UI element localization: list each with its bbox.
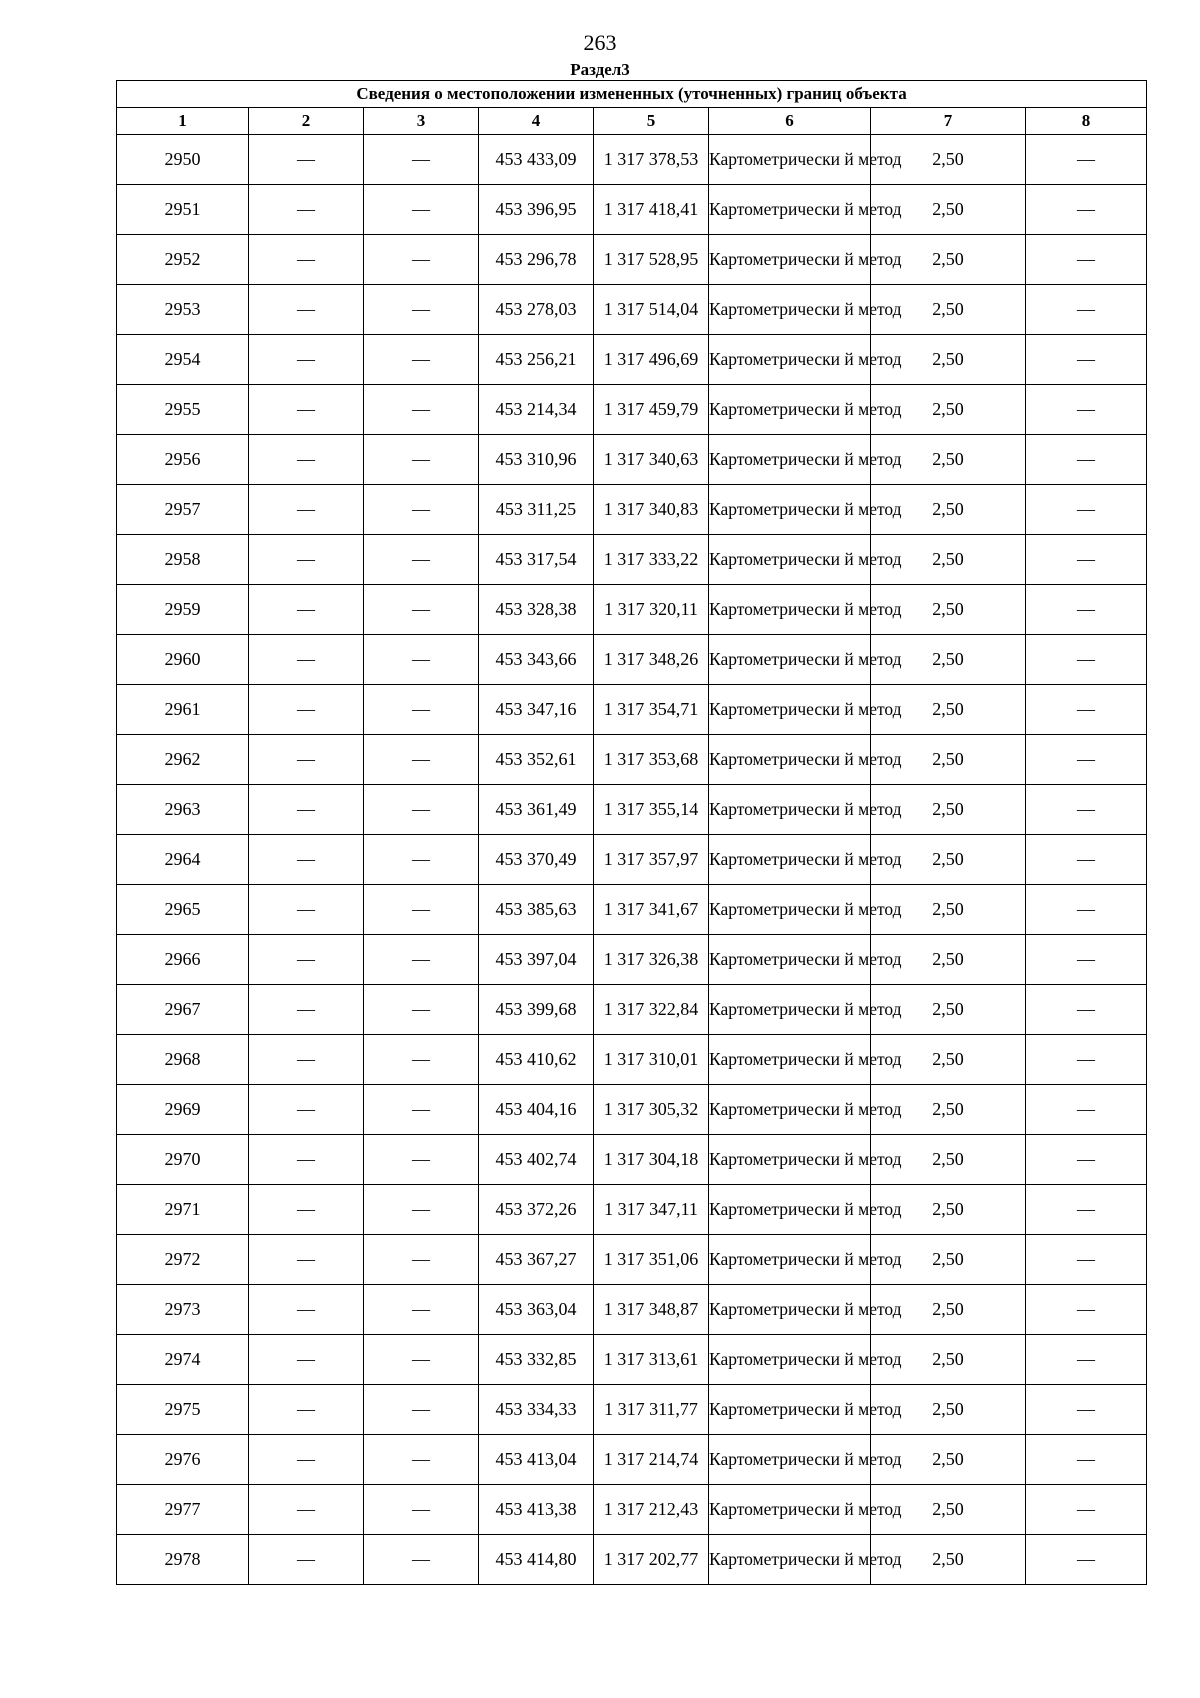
point-number-cell: 2966 <box>117 935 249 985</box>
x-coordinate-cell: 453 328,38 <box>479 585 594 635</box>
method-cell: Картометрически й метод <box>709 1235 871 1285</box>
col8-cell: — <box>1026 585 1147 635</box>
accuracy-cell: 2,50 <box>871 635 1026 685</box>
method-cell: Картометрически й метод <box>709 285 871 335</box>
col2-cell: — <box>249 285 364 335</box>
method-cell: Картометрически й метод <box>709 685 871 735</box>
accuracy-cell: 2,50 <box>871 1085 1026 1135</box>
method-cell: Картометрически й метод <box>709 735 871 785</box>
point-number-cell: 2978 <box>117 1535 249 1585</box>
method-cell: Картометрически й метод <box>709 785 871 835</box>
column-number-5: 5 <box>594 108 709 135</box>
x-coordinate-cell: 453 352,61 <box>479 735 594 785</box>
y-coordinate-cell: 1 317 496,69 <box>594 335 709 385</box>
table-row <box>117 1035 1147 1085</box>
table-row <box>117 585 1147 635</box>
col8-cell: — <box>1026 885 1147 935</box>
method-cell: Картометрически й метод <box>709 985 871 1035</box>
x-coordinate-cell: 453 296,78 <box>479 235 594 285</box>
col3-cell: — <box>364 1335 479 1385</box>
x-coordinate-cell: 453 404,16 <box>479 1085 594 1135</box>
method-cell: Картометрически й метод <box>709 1335 871 1385</box>
y-coordinate-cell: 1 317 528,95 <box>594 235 709 285</box>
col8-cell: — <box>1026 285 1147 335</box>
col3-cell: — <box>364 935 479 985</box>
point-number-cell: 2953 <box>117 285 249 335</box>
accuracy-cell: 2,50 <box>871 135 1026 185</box>
col3-cell: — <box>364 185 479 235</box>
column-number-1: 1 <box>117 108 249 135</box>
col3-cell: — <box>364 235 479 285</box>
accuracy-cell: 2,50 <box>871 535 1026 585</box>
col3-cell: — <box>364 1285 479 1335</box>
accuracy-cell: 2,50 <box>871 785 1026 835</box>
x-coordinate-cell: 453 397,04 <box>479 935 594 985</box>
y-coordinate-cell: 1 317 340,63 <box>594 435 709 485</box>
table-row <box>117 1085 1147 1135</box>
y-coordinate-cell: 1 317 304,18 <box>594 1135 709 1185</box>
x-coordinate-cell: 453 334,33 <box>479 1385 594 1435</box>
method-cell: Картометрически й метод <box>709 485 871 535</box>
col3-cell: — <box>364 985 479 1035</box>
col2-cell: — <box>249 785 364 835</box>
column-number-4: 4 <box>479 108 594 135</box>
y-coordinate-cell: 1 317 357,97 <box>594 835 709 885</box>
col8-cell: — <box>1026 1335 1147 1385</box>
point-number-cell: 2967 <box>117 985 249 1035</box>
col8-cell: — <box>1026 1285 1147 1335</box>
y-coordinate-cell: 1 317 341,67 <box>594 885 709 935</box>
y-coordinate-cell: 1 317 313,61 <box>594 1335 709 1385</box>
col8-cell: — <box>1026 385 1147 435</box>
x-coordinate-cell: 453 343,66 <box>479 635 594 685</box>
accuracy-cell: 2,50 <box>871 1335 1026 1385</box>
y-coordinate-cell: 1 317 348,87 <box>594 1285 709 1335</box>
col3-cell: — <box>364 1035 479 1085</box>
table-row <box>117 985 1147 1035</box>
col3-cell: — <box>364 1435 479 1485</box>
accuracy-cell: 2,50 <box>871 185 1026 235</box>
point-number-cell: 2960 <box>117 635 249 685</box>
accuracy-cell: 2,50 <box>871 985 1026 1035</box>
x-coordinate-cell: 453 402,74 <box>479 1135 594 1185</box>
x-coordinate-cell: 453 433,09 <box>479 135 594 185</box>
table-row <box>117 485 1147 535</box>
col2-cell: — <box>249 1235 364 1285</box>
col8-cell: — <box>1026 1135 1147 1185</box>
column-number-8: 8 <box>1026 108 1147 135</box>
col2-cell: — <box>249 935 364 985</box>
y-coordinate-cell: 1 317 305,32 <box>594 1085 709 1135</box>
table-row <box>117 635 1147 685</box>
y-coordinate-cell: 1 317 212,43 <box>594 1485 709 1535</box>
col8-cell: — <box>1026 1435 1147 1485</box>
x-coordinate-cell: 453 367,27 <box>479 1235 594 1285</box>
y-coordinate-cell: 1 317 310,01 <box>594 1035 709 1085</box>
x-coordinate-cell: 453 410,62 <box>479 1035 594 1085</box>
col8-cell: — <box>1026 185 1147 235</box>
col8-cell: — <box>1026 735 1147 785</box>
col2-cell: — <box>249 1335 364 1385</box>
col3-cell: — <box>364 685 479 735</box>
y-coordinate-cell: 1 317 214,74 <box>594 1435 709 1485</box>
point-number-cell: 2962 <box>117 735 249 785</box>
column-number-3: 3 <box>364 108 479 135</box>
x-coordinate-cell: 453 396,95 <box>479 185 594 235</box>
col2-cell: — <box>249 735 364 785</box>
point-number-cell: 2976 <box>117 1435 249 1485</box>
table-row <box>117 185 1147 235</box>
col8-cell: — <box>1026 685 1147 735</box>
accuracy-cell: 2,50 <box>871 485 1026 535</box>
col3-cell: — <box>364 1085 479 1135</box>
accuracy-cell: 2,50 <box>871 1485 1026 1535</box>
x-coordinate-cell: 453 413,38 <box>479 1485 594 1535</box>
col2-cell: — <box>249 1535 364 1585</box>
col2-cell: — <box>249 1485 364 1535</box>
y-coordinate-cell: 1 317 322,84 <box>594 985 709 1035</box>
method-cell: Картометрически й метод <box>709 335 871 385</box>
col8-cell: — <box>1026 1185 1147 1235</box>
col8-cell: — <box>1026 485 1147 535</box>
table-row <box>117 335 1147 385</box>
table-row <box>117 1235 1147 1285</box>
y-coordinate-cell: 1 317 320,11 <box>594 585 709 635</box>
col2-cell: — <box>249 835 364 885</box>
col8-cell: — <box>1026 935 1147 985</box>
x-coordinate-cell: 453 413,04 <box>479 1435 594 1485</box>
point-number-cell: 2965 <box>117 885 249 935</box>
accuracy-cell: 2,50 <box>871 835 1026 885</box>
col3-cell: — <box>364 635 479 685</box>
col3-cell: — <box>364 1385 479 1435</box>
accuracy-cell: 2,50 <box>871 585 1026 635</box>
col3-cell: — <box>364 1485 479 1535</box>
col3-cell: — <box>364 385 479 435</box>
accuracy-cell: 2,50 <box>871 1285 1026 1335</box>
accuracy-cell: 2,50 <box>871 335 1026 385</box>
point-number-cell: 2950 <box>117 135 249 185</box>
table-row <box>117 535 1147 585</box>
accuracy-cell: 2,50 <box>871 385 1026 435</box>
point-number-cell: 2963 <box>117 785 249 835</box>
table-row <box>117 1485 1147 1535</box>
accuracy-cell: 2,50 <box>871 285 1026 335</box>
col3-cell: — <box>364 1235 479 1285</box>
col3-cell: — <box>364 735 479 785</box>
accuracy-cell: 2,50 <box>871 685 1026 735</box>
table-row <box>117 1335 1147 1385</box>
table-row <box>117 935 1147 985</box>
col2-cell: — <box>249 1185 364 1235</box>
point-number-cell: 2973 <box>117 1285 249 1335</box>
y-coordinate-cell: 1 317 348,26 <box>594 635 709 685</box>
x-coordinate-cell: 453 310,96 <box>479 435 594 485</box>
column-number-7: 7 <box>871 108 1026 135</box>
method-cell: Картометрически й метод <box>709 835 871 885</box>
table-row <box>117 1135 1147 1185</box>
x-coordinate-cell: 453 372,26 <box>479 1185 594 1235</box>
col2-cell: — <box>249 1085 364 1135</box>
col3-cell: — <box>364 285 479 335</box>
col8-cell: — <box>1026 1485 1147 1535</box>
x-coordinate-cell: 453 317,54 <box>479 535 594 585</box>
col8-cell: — <box>1026 435 1147 485</box>
table-row <box>117 1435 1147 1485</box>
y-coordinate-cell: 1 317 347,11 <box>594 1185 709 1235</box>
point-number-cell: 2952 <box>117 235 249 285</box>
point-number-cell: 2959 <box>117 585 249 635</box>
method-cell: Картометрически й метод <box>709 1185 871 1235</box>
col3-cell: — <box>364 835 479 885</box>
col2-cell: — <box>249 1135 364 1185</box>
table-row <box>117 435 1147 485</box>
table-row <box>117 885 1147 935</box>
col2-cell: — <box>249 135 364 185</box>
col8-cell: — <box>1026 835 1147 885</box>
x-coordinate-cell: 453 278,03 <box>479 285 594 335</box>
x-coordinate-cell: 453 214,34 <box>479 385 594 435</box>
y-coordinate-cell: 1 317 326,38 <box>594 935 709 985</box>
col3-cell: — <box>364 885 479 935</box>
col8-cell: — <box>1026 535 1147 585</box>
col2-cell: — <box>249 985 364 1035</box>
col8-cell: — <box>1026 635 1147 685</box>
x-coordinate-cell: 453 311,25 <box>479 485 594 535</box>
point-number-cell: 2957 <box>117 485 249 535</box>
point-number-cell: 2958 <box>117 535 249 585</box>
col8-cell: — <box>1026 1085 1147 1135</box>
table-row <box>117 735 1147 785</box>
y-coordinate-cell: 1 317 378,53 <box>594 135 709 185</box>
x-coordinate-cell: 453 256,21 <box>479 335 594 385</box>
table-row <box>117 1385 1147 1435</box>
accuracy-cell: 2,50 <box>871 935 1026 985</box>
col2-cell: — <box>249 535 364 585</box>
col2-cell: — <box>249 585 364 635</box>
method-cell: Картометрически й метод <box>709 1435 871 1485</box>
col3-cell: — <box>364 1185 479 1235</box>
col8-cell: — <box>1026 1385 1147 1435</box>
point-number-cell: 2961 <box>117 685 249 735</box>
method-cell: Картометрически й метод <box>709 135 871 185</box>
point-number-cell: 2956 <box>117 435 249 485</box>
col8-cell: — <box>1026 1535 1147 1585</box>
point-number-cell: 2954 <box>117 335 249 385</box>
point-number-cell: 2964 <box>117 835 249 885</box>
col2-cell: — <box>249 885 364 935</box>
accuracy-cell: 2,50 <box>871 235 1026 285</box>
accuracy-cell: 2,50 <box>871 885 1026 935</box>
col3-cell: — <box>364 535 479 585</box>
accuracy-cell: 2,50 <box>871 735 1026 785</box>
y-coordinate-cell: 1 317 340,83 <box>594 485 709 535</box>
accuracy-cell: 2,50 <box>871 1235 1026 1285</box>
col2-cell: — <box>249 335 364 385</box>
table-row <box>117 1285 1147 1335</box>
page-number: 263 <box>583 30 617 55</box>
col3-cell: — <box>364 135 479 185</box>
table-body <box>117 135 1147 1585</box>
y-coordinate-cell: 1 317 202,77 <box>594 1535 709 1585</box>
method-cell: Картометрически й метод <box>709 535 871 585</box>
col3-cell: — <box>364 1535 479 1585</box>
accuracy-cell: 2,50 <box>871 1435 1026 1485</box>
point-number-cell: 2969 <box>117 1085 249 1135</box>
x-coordinate-cell: 453 363,04 <box>479 1285 594 1335</box>
point-number-cell: 2971 <box>117 1185 249 1235</box>
method-cell: Картометрически й метод <box>709 935 871 985</box>
x-coordinate-cell: 453 414,80 <box>479 1535 594 1585</box>
column-number-2: 2 <box>249 108 364 135</box>
column-number-row <box>117 108 1147 135</box>
method-cell: Картометрически й метод <box>709 635 871 685</box>
method-cell: Картометрически й метод <box>709 435 871 485</box>
y-coordinate-cell: 1 317 514,04 <box>594 285 709 335</box>
table-row <box>117 385 1147 435</box>
method-cell: Картометрически й метод <box>709 1285 871 1335</box>
y-coordinate-cell: 1 317 353,68 <box>594 735 709 785</box>
col8-cell: — <box>1026 335 1147 385</box>
point-number-cell: 2972 <box>117 1235 249 1285</box>
point-number-cell: 2951 <box>117 185 249 235</box>
x-coordinate-cell: 453 347,16 <box>479 685 594 735</box>
method-cell: Картометрически й метод <box>709 1385 871 1435</box>
table-caption: Сведения о местоположении измененных (уточненных) границ объекта <box>117 81 1147 108</box>
col2-cell: — <box>249 435 364 485</box>
point-number-cell: 2970 <box>117 1135 249 1185</box>
point-number-cell: 2977 <box>117 1485 249 1535</box>
col3-cell: — <box>364 335 479 385</box>
table-row <box>117 685 1147 735</box>
col8-cell: — <box>1026 235 1147 285</box>
col2-cell: — <box>249 1385 364 1435</box>
col8-cell: — <box>1026 1035 1147 1085</box>
method-cell: Картометрически й метод <box>709 1485 871 1535</box>
table-row <box>117 235 1147 285</box>
method-cell: Картометрически й метод <box>709 1085 871 1135</box>
method-cell: Картометрически й метод <box>709 235 871 285</box>
col3-cell: — <box>364 1135 479 1185</box>
table-row <box>117 1535 1147 1585</box>
col3-cell: — <box>364 485 479 535</box>
col2-cell: — <box>249 385 364 435</box>
col8-cell: — <box>1026 985 1147 1035</box>
accuracy-cell: 2,50 <box>871 1185 1026 1235</box>
accuracy-cell: 2,50 <box>871 1535 1026 1585</box>
col2-cell: — <box>249 185 364 235</box>
col2-cell: — <box>249 1035 364 1085</box>
y-coordinate-cell: 1 317 355,14 <box>594 785 709 835</box>
method-cell: Картометрически й метод <box>709 1535 871 1585</box>
col8-cell: — <box>1026 1235 1147 1285</box>
method-cell: Картометрически й метод <box>709 385 871 435</box>
section-title: Раздел3 <box>570 60 630 79</box>
y-coordinate-cell: 1 317 333,22 <box>594 535 709 585</box>
method-cell: Картометрически й метод <box>709 1135 871 1185</box>
col2-cell: — <box>249 1285 364 1335</box>
col3-cell: — <box>364 785 479 835</box>
accuracy-cell: 2,50 <box>871 435 1026 485</box>
table-row <box>117 285 1147 335</box>
col2-cell: — <box>249 235 364 285</box>
accuracy-cell: 2,50 <box>871 1385 1026 1435</box>
method-cell: Картометрически й метод <box>709 585 871 635</box>
col3-cell: — <box>364 435 479 485</box>
method-cell: Картометрически й метод <box>709 885 871 935</box>
table-row <box>117 1185 1147 1235</box>
x-coordinate-cell: 453 370,49 <box>479 835 594 885</box>
col2-cell: — <box>249 685 364 735</box>
x-coordinate-cell: 453 385,63 <box>479 885 594 935</box>
table-row <box>117 835 1147 885</box>
accuracy-cell: 2,50 <box>871 1035 1026 1085</box>
col8-cell: — <box>1026 135 1147 185</box>
method-cell: Картометрически й метод <box>709 185 871 235</box>
col2-cell: — <box>249 485 364 535</box>
y-coordinate-cell: 1 317 459,79 <box>594 385 709 435</box>
accuracy-cell: 2,50 <box>871 1135 1026 1185</box>
y-coordinate-cell: 1 317 418,41 <box>594 185 709 235</box>
y-coordinate-cell: 1 317 311,77 <box>594 1385 709 1435</box>
x-coordinate-cell: 453 361,49 <box>479 785 594 835</box>
method-cell: Картометрически й метод <box>709 1035 871 1085</box>
column-number-6: 6 <box>709 108 871 135</box>
y-coordinate-cell: 1 317 354,71 <box>594 685 709 735</box>
point-number-cell: 2974 <box>117 1335 249 1385</box>
col3-cell: — <box>364 585 479 635</box>
coordinates-table <box>116 80 1147 1585</box>
table-row <box>117 785 1147 835</box>
point-number-cell: 2968 <box>117 1035 249 1085</box>
point-number-cell: 2975 <box>117 1385 249 1435</box>
col2-cell: — <box>249 1435 364 1485</box>
x-coordinate-cell: 453 332,85 <box>479 1335 594 1385</box>
table-row <box>117 135 1147 185</box>
point-number-cell: 2955 <box>117 385 249 435</box>
col8-cell: — <box>1026 785 1147 835</box>
x-coordinate-cell: 453 399,68 <box>479 985 594 1035</box>
col2-cell: — <box>249 635 364 685</box>
y-coordinate-cell: 1 317 351,06 <box>594 1235 709 1285</box>
